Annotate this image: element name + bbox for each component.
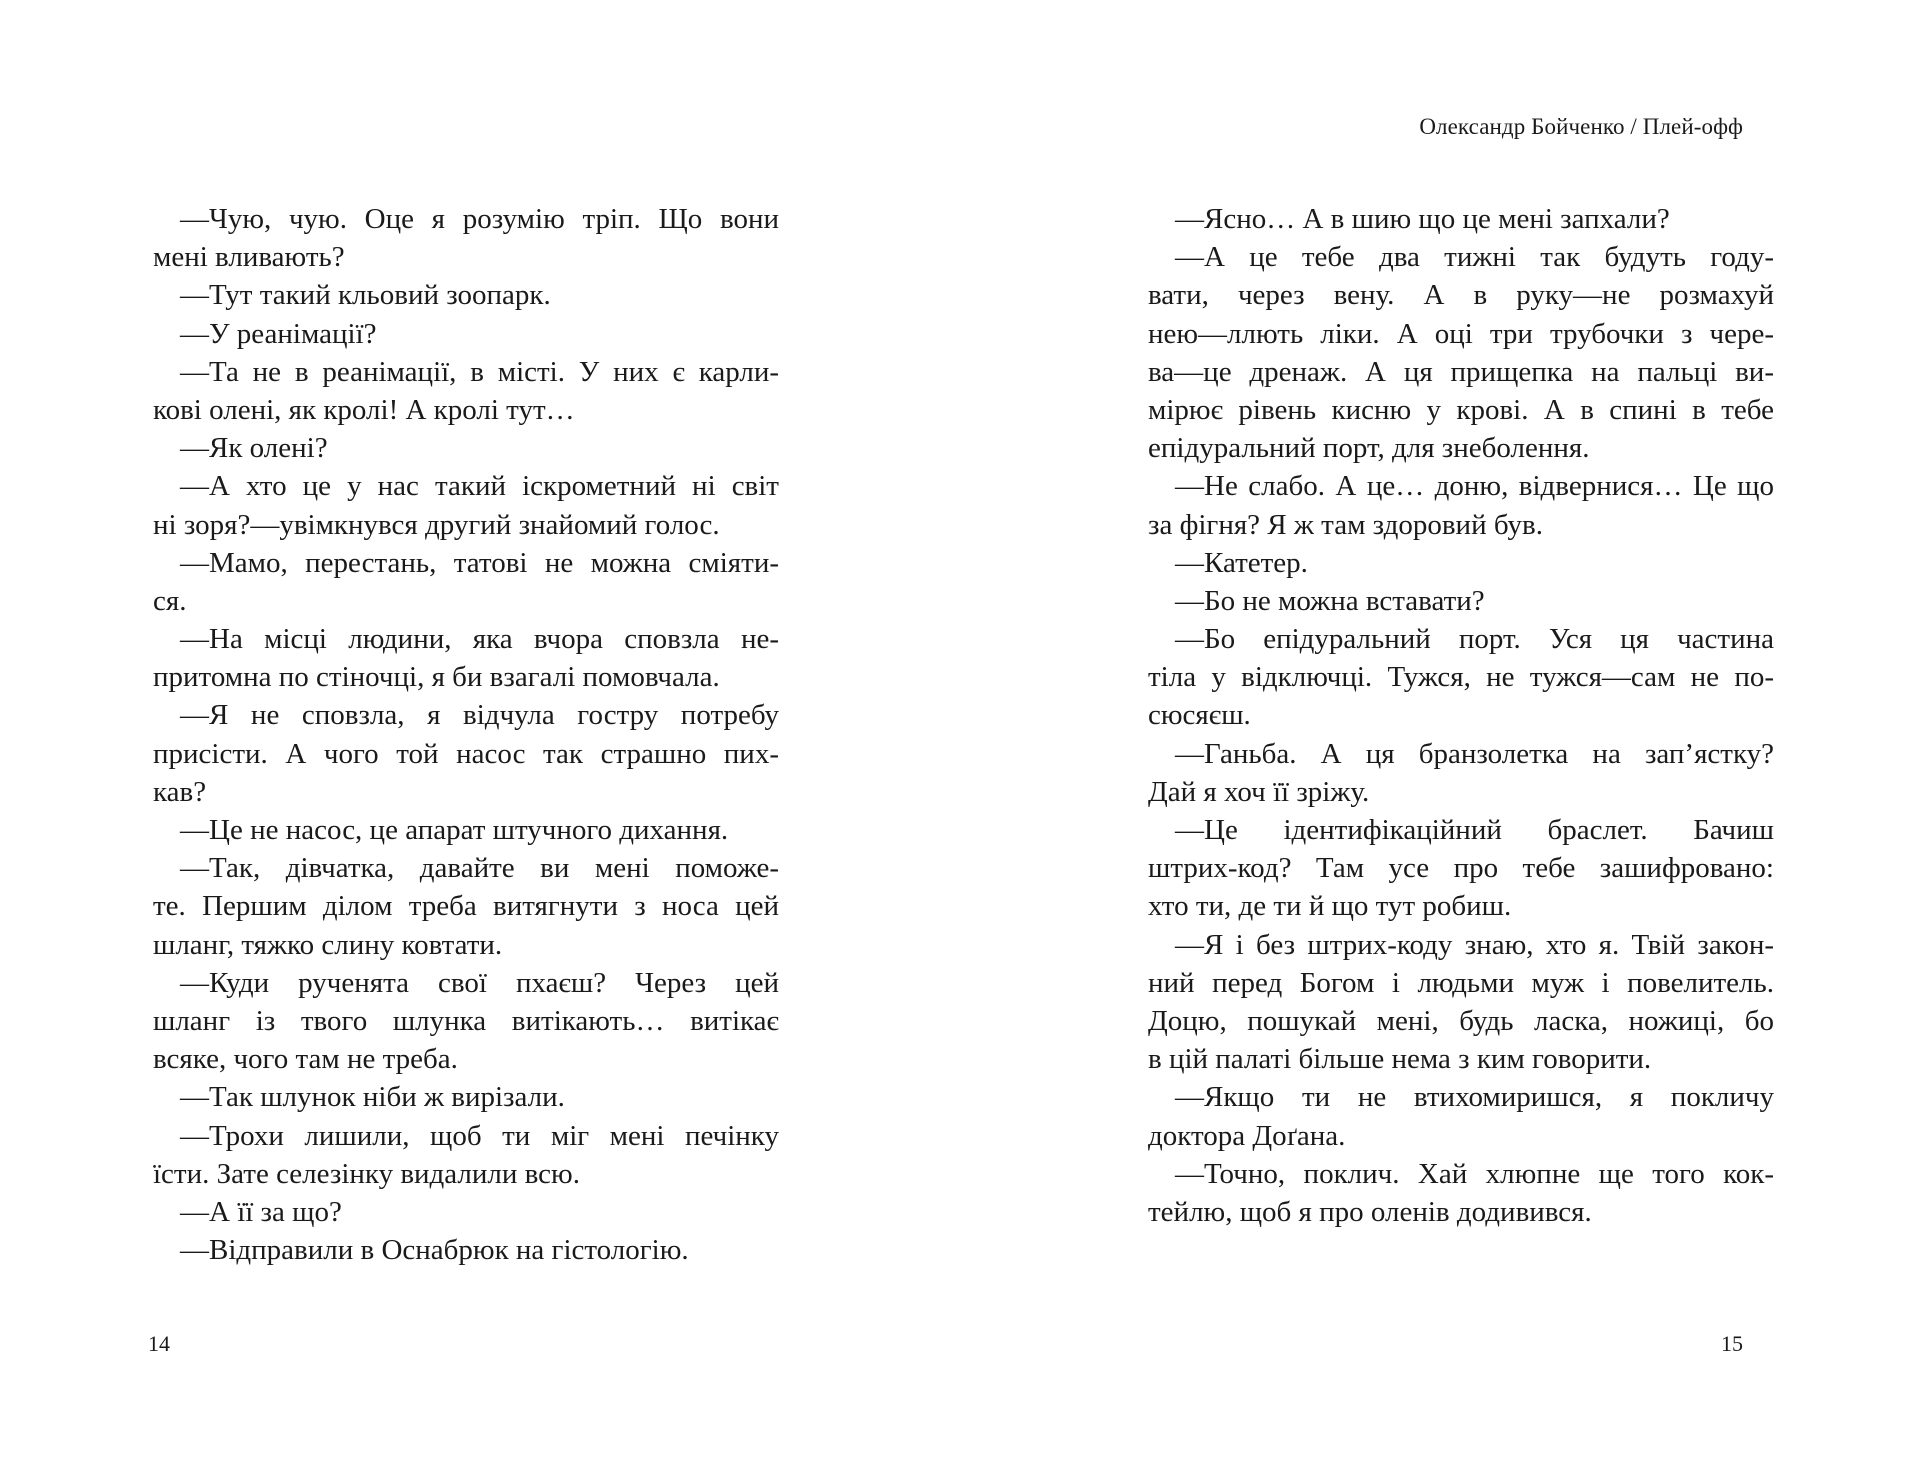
text-line: —Відправили в Оснабрюк на гістологію. bbox=[180, 1234, 689, 1267]
text-line: штрих-код? Там усе про тебе зашифровано: bbox=[1148, 852, 1774, 885]
text-line: те. Першим ділом треба витягнути з носа цей bbox=[153, 890, 779, 923]
text-line: притомна по стіночці, я би взагалі помовчала. bbox=[153, 661, 720, 694]
text-line: —Я не сповзла, я відчула гостру потребу bbox=[180, 699, 779, 732]
text-line: —А це тебе два тижні так будуть году- bbox=[1175, 241, 1774, 274]
text-line: ва—це дренаж. А ця прищепка на пальці ви- bbox=[1148, 355, 1774, 388]
text-line: —Чую, чую. Оце я розумію тріп. Що вони bbox=[180, 203, 779, 235]
text-line: ний перед Богом і людьми муж і повелитель. bbox=[1148, 966, 1774, 999]
text-line: —Катетер. bbox=[1175, 546, 1308, 579]
text-line: кові олені, як кролі! А кролі тут… bbox=[153, 393, 575, 426]
text-line: —А її за що? bbox=[180, 1195, 342, 1228]
text-line: в цій палаті більше нема з ким говорити. bbox=[1148, 1043, 1652, 1076]
text-line: —Як олені? bbox=[180, 432, 328, 465]
running-head: Олександр Бойченко / Плей-офф bbox=[1419, 114, 1743, 139]
text-line: мені вливають? bbox=[153, 241, 345, 274]
text-line: всяке, чого там не треба. bbox=[153, 1043, 458, 1076]
text-line: мірює рівень кисню у крові. А в спині в тебе bbox=[1148, 393, 1774, 426]
text-line: шланг із твого шлунка витікають… витікає bbox=[153, 1004, 779, 1037]
left-page-number: 14 bbox=[148, 1331, 170, 1356]
text-line: за фігня? Я ж там здоровий був. bbox=[1148, 508, 1543, 541]
text-line: —Трохи лишили, щоб ти міг мені печінку bbox=[180, 1119, 779, 1152]
text-line: Доцю, пошукай мені, будь ласка, ножиці, бо bbox=[1148, 1004, 1774, 1037]
left-page-text bbox=[153, 200, 779, 1269]
text-line: —Це ідентифікаційний браслет. Бачиш bbox=[1175, 814, 1774, 846]
text-line: —Тут такий кльовий зоопарк. bbox=[180, 279, 551, 312]
right-page bbox=[960, 0, 1920, 1477]
text-line: —Не слабо. А це… доню, відвернися… Це що bbox=[1175, 470, 1774, 503]
text-line: нею—ллють ліки. А оці три трубочки з чере- bbox=[1148, 317, 1774, 350]
text-line: —Так шлунок ніби ж вирізали. bbox=[180, 1081, 565, 1114]
text-line: тейлю, щоб я про оленів додивився. bbox=[1148, 1195, 1592, 1228]
text-line: ні зоря?—увімкнувся другий знайомий голос. bbox=[153, 508, 720, 541]
text-line: вати, через вену. А в руку—не розмахуй bbox=[1148, 279, 1774, 312]
text-line: —А хто це у нас такий іскрометний ні світ bbox=[180, 470, 779, 503]
text-line: присісти. А чого той насос так страшно пих- bbox=[153, 737, 779, 770]
text-line: —Якщо ти не втихомиришся, я покличу bbox=[1175, 1081, 1774, 1114]
text-line: —Бо епідуральний порт. Уся ця частина bbox=[1175, 623, 1774, 656]
right-page-number: 15 bbox=[1721, 1331, 1743, 1356]
text-line: ся. bbox=[153, 584, 187, 617]
text-line: —Мамо, перестань, татові не можна сміяти- bbox=[180, 546, 779, 579]
text-line: сюсяєш. bbox=[1148, 699, 1251, 732]
text-line: —Та не в реанімації, в місті. У них є карли- bbox=[180, 355, 779, 388]
text-line: епідуральний порт, для знеболення. bbox=[1148, 432, 1590, 465]
text-line: —Ганьба. А ця бранзолетка на зап’ястку? bbox=[1175, 737, 1774, 770]
text-line: Дай я хоч її зріжу. bbox=[1148, 775, 1370, 808]
text-line: —У реанімації? bbox=[180, 317, 377, 350]
text-line: —Я і без штрих-коду знаю, хто я. Твій закон- bbox=[1175, 928, 1774, 961]
right-page-text bbox=[1148, 200, 1774, 1231]
text-line: —На місці людини, яка вчора сповзла не- bbox=[180, 623, 779, 656]
text-line: шланг, тяжко слину ковтати. bbox=[153, 928, 503, 961]
text-line: доктора Доґана. bbox=[1148, 1119, 1346, 1152]
text-line: тіла у відключці. Тужся, не тужся—сам не по- bbox=[1148, 661, 1774, 694]
text-line: —Це не насос, це апарат штучного дихання. bbox=[180, 814, 729, 846]
text-line: —Точно, поклич. Хай хлюпне ще того кок- bbox=[1175, 1157, 1774, 1190]
text-line: —Так, дівчатка, давайте ви мені поможе- bbox=[180, 852, 779, 885]
text-line: —Бо не можна вставати? bbox=[1175, 584, 1485, 617]
text-line: кав? bbox=[153, 775, 207, 808]
text-line: їсти. Зате селезінку видалили всю. bbox=[153, 1157, 580, 1190]
text-line: —Куди рученята свої пхаєш? Через цей bbox=[180, 966, 779, 999]
text-line: —Ясно… А в шию що це мені запхали? bbox=[1175, 203, 1670, 235]
text-line: хто ти, де ти й що тут робиш. bbox=[1148, 890, 1512, 923]
